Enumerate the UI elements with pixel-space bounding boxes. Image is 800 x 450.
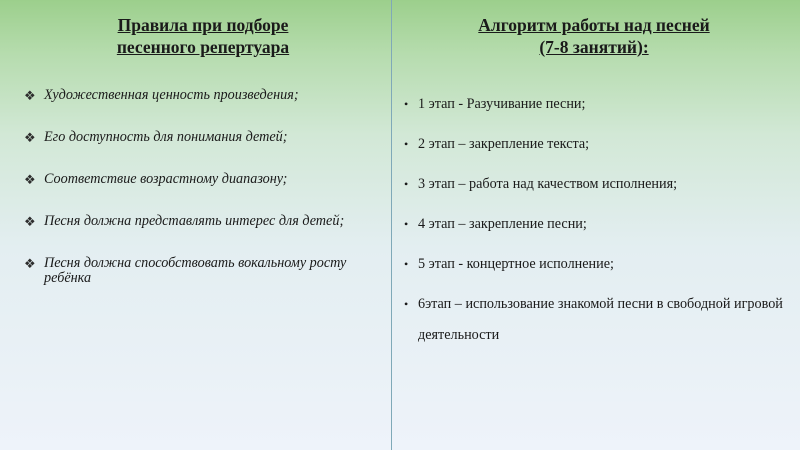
stage-text: 6этап – использование знакомой песни в свободной игровой деятельности [418, 296, 783, 343]
rule-item [22, 256, 384, 286]
rule-text: Песня должна способствовать вокальному росту ребёнка [44, 255, 347, 286]
left-heading [22, 14, 384, 58]
right-heading [404, 14, 784, 58]
dot-bullet-icon: • [404, 257, 409, 271]
rules-list [22, 88, 384, 286]
dot-bullet-icon: • [404, 177, 409, 191]
left-heading-line-2: песенного репертуара [116, 37, 290, 57]
right-column [404, 14, 784, 360]
diamond-bullet-icon: ❖ [24, 214, 36, 229]
stage-text: 4 этап – закрепление песни; [418, 216, 587, 232]
rule-item [22, 172, 384, 187]
rule-item [22, 88, 384, 103]
right-heading-line-2: (7-8 занятий): [539, 37, 649, 57]
stage-item [404, 209, 784, 240]
stage-item [404, 249, 784, 280]
left-heading-line-1: Правила при подборе [117, 15, 289, 35]
left-column [22, 14, 384, 313]
diamond-bullet-icon: ❖ [24, 172, 36, 187]
diamond-bullet-icon: ❖ [24, 130, 36, 145]
stages-list [404, 89, 784, 351]
stage-text: 2 этап – закрепление текста; [418, 136, 590, 152]
dot-bullet-icon: • [404, 137, 409, 151]
rule-item [22, 214, 384, 229]
stage-text: 3 этап – работа над качеством исполнения; [418, 176, 678, 192]
column-divider [391, 0, 392, 450]
rule-text: Художественная ценность произведения; [44, 87, 299, 103]
stage-text: 1 этап - Разучивание песни; [418, 96, 586, 112]
dot-bullet-icon: • [404, 217, 409, 231]
rule-text: Его доступность для понимания детей; [44, 129, 288, 145]
rule-text: Соответствие возрастному диапазону; [44, 171, 288, 187]
rule-text: Песня должна представлять интерес для детей; [44, 213, 345, 229]
diamond-bullet-icon: ❖ [24, 256, 36, 271]
stage-text: 5 этап - концертное исполнение; [418, 256, 614, 272]
dot-bullet-icon: • [404, 97, 409, 111]
dot-bullet-icon: • [404, 297, 409, 311]
stage-item [404, 169, 784, 200]
stage-item [404, 89, 784, 120]
stage-item [404, 129, 784, 160]
diamond-bullet-icon: ❖ [24, 88, 36, 103]
right-heading-line-1: Алгоритм работы над песней [478, 15, 710, 35]
rule-item [22, 130, 384, 145]
stage-item [404, 289, 784, 351]
